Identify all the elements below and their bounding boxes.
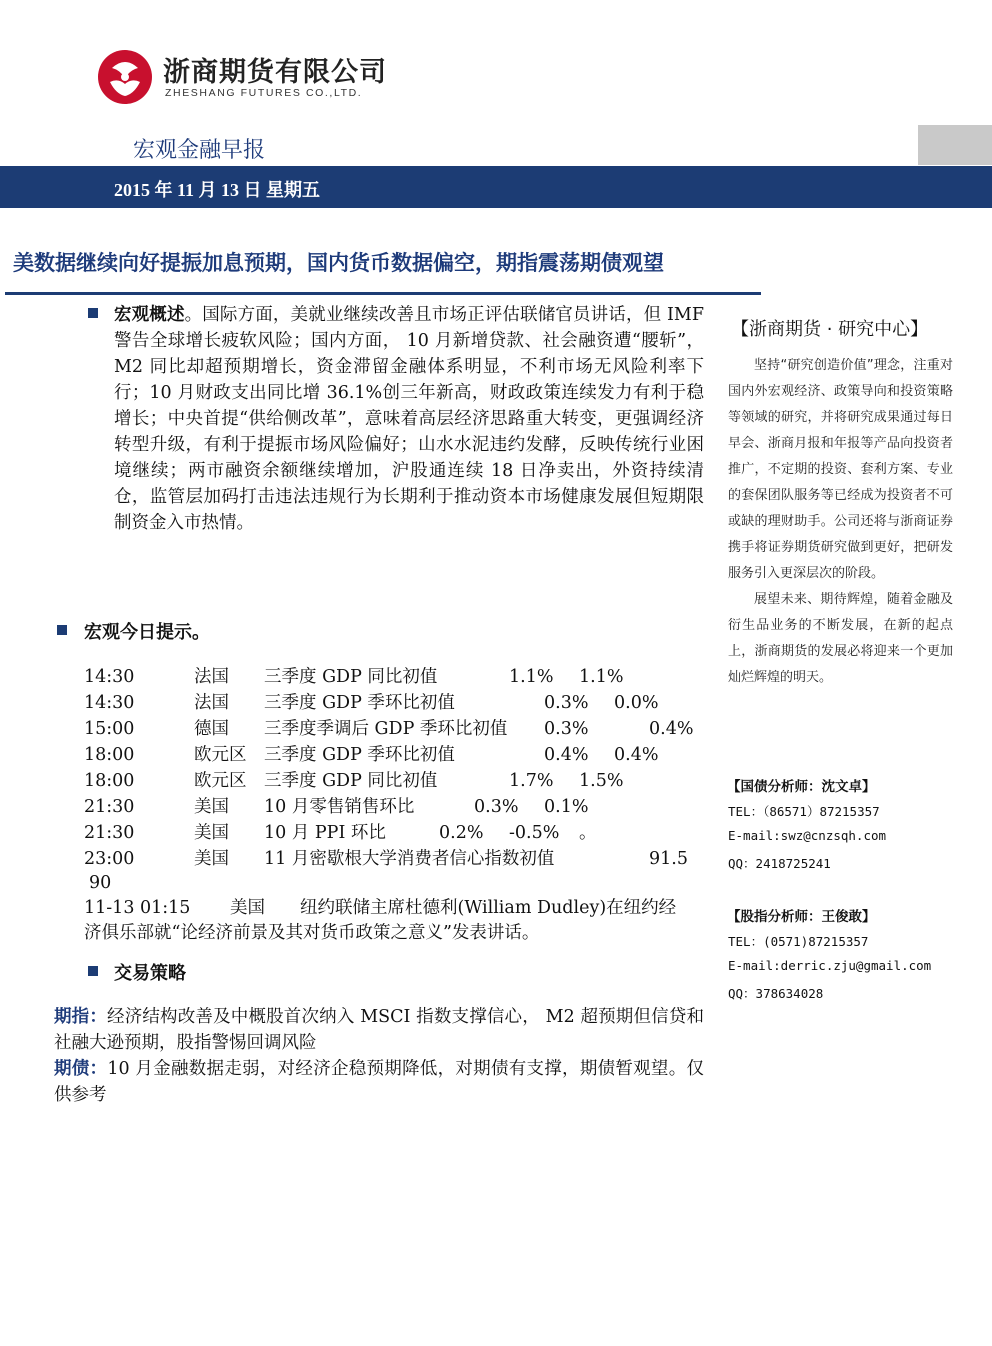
event-tail: 。 bbox=[579, 823, 597, 843]
event-value-1: 0.2% bbox=[439, 823, 484, 843]
header-gray-tab bbox=[918, 125, 992, 165]
event-region: 欧元区 bbox=[194, 745, 247, 765]
event-item: 10 月 PPI 环比 bbox=[264, 823, 386, 843]
event-region: 美国 bbox=[194, 849, 229, 869]
event-item: 三季度 GDP 同比初值 bbox=[264, 667, 438, 687]
event-value-1: 0.3% bbox=[544, 719, 589, 739]
event-time: 21:30 bbox=[84, 823, 135, 843]
event-value-1: 0.3% bbox=[544, 693, 589, 713]
square-bullet-icon bbox=[57, 625, 67, 635]
company-name-cn: 浙商期货有限公司 bbox=[163, 57, 387, 88]
sidebar-paragraph-1: 坚持“研究创造价值”理念，注重对国内外宏观经济、政策导向和投资策略等领域的研究，并将研究成果通过每日早会、浙商月报和年报等产品向投资者推广，不定期的投资、套利方案、专业的套保团队服务等已经成为投资者不可或缺的理财助手。公司还将与浙商证券携手将证券期货研究做到更好，把研发服务引入更深层次的阶段。 bbox=[728, 358, 953, 581]
macro-overview-text: 。国际方面，美就业继续改善且市场正评估联储官员讲话，但 IMF 警告全球增长疲软风险；国内方面， 10 月新增贷款、社会融资遭“腰斩”，M2 同比却超预期增长，资金滞留金融体系明显，不利市场无风险利率下行；10 月财政支出同比增 36.1%创三年新高，财政政策连续发力有利于稳增长；中央首提“供给侧改革”，意味着高层经济思路重大转变，更强调经济转型升级，有利于提振市场风险偏好；山水水泥违约发酵，反映传统行业困境继续；两市融资余额继续增加，沪股通连续 18 日净卖出，外资持续清仓，监管层加码打击违法违规行为长期利于推动资本市场健康发展但短期限制资金入市热情。 bbox=[114, 305, 704, 533]
strategy-bond bbox=[54, 1056, 704, 1108]
event-value-1: 0.4% bbox=[544, 745, 589, 765]
strategy-title: 交易策略 bbox=[114, 963, 186, 984]
event-wrapped-value: 90 bbox=[89, 873, 112, 893]
analyst-2-tel: TEL：(0571)87215357 bbox=[728, 934, 869, 949]
macro-overview-label: 宏观概述 bbox=[114, 305, 185, 325]
event-value-2: 0.0% bbox=[614, 693, 659, 713]
event-value-1: 1.1% bbox=[509, 667, 554, 687]
analyst-1-qq: QQ：2418725241 bbox=[728, 856, 831, 871]
analyst-1-tel: TEL：（86571）87215357 bbox=[728, 804, 880, 819]
analyst-1-email[interactable]: E-mail:swz@cnzsqh.com bbox=[728, 828, 887, 843]
sidebar-paragraph-2: 展望未来、期待辉煌，随着金融及衍生品业务的不断发展，在新的起点上，浙商期货的发展必将迎来一个更加灿烂辉煌的明天。 bbox=[728, 592, 953, 685]
event-time: 18:00 bbox=[84, 771, 135, 791]
today-hints-title: 宏观今日提示。 bbox=[84, 622, 210, 643]
analyst-2-qq: QQ：378634028 bbox=[728, 986, 824, 1001]
event-value-1: 0.3% bbox=[474, 797, 519, 817]
event-item: 10 月零售销售环比 bbox=[264, 797, 415, 817]
event-item: 三季度 GDP 季环比初值 bbox=[264, 745, 455, 765]
headline: 美数据继续向好提振加息预期，国内货币数据偏空，期指震荡期债观望 bbox=[13, 251, 664, 275]
square-bullet-icon bbox=[88, 308, 98, 318]
event-time: 14:30 bbox=[84, 693, 135, 713]
strategy-index-text: 经济结构改善及中概股首次纳入 MSCI 指数支撑信心， M2 超预期但信贷和社融大逊预期，股指警惕回调风险 bbox=[54, 1007, 704, 1053]
analyst-1-title: 【国债分析师：沈文卓】 bbox=[727, 779, 876, 795]
report-name: 宏观金融早报 bbox=[133, 138, 266, 163]
event-item: 三季度 GDP 同比初值 bbox=[264, 771, 438, 791]
event-item: 三季度季调后 GDP 季环比初值 bbox=[264, 719, 508, 739]
event-value-2: 1.1% bbox=[579, 667, 624, 687]
report-date: 2015 年 11 月 13 日 星期五 bbox=[114, 180, 321, 200]
event-time: 14:30 bbox=[84, 667, 135, 687]
event-region: 欧元区 bbox=[194, 771, 247, 791]
square-bullet-icon bbox=[88, 966, 98, 976]
sidebar-title: 【浙商期货 · 研究中心】 bbox=[731, 319, 929, 340]
speech-line-1: 纽约联储主席杜德利(William Dudley)在纽约经 bbox=[300, 898, 677, 918]
event-value-2: 1.5% bbox=[579, 771, 624, 791]
event-item: 11 月密歇根大学消费者信心指数初值 bbox=[264, 849, 555, 869]
sidebar-intro bbox=[728, 353, 953, 691]
event-time: 23:00 bbox=[84, 849, 135, 869]
macro-overview bbox=[114, 302, 704, 536]
event-value-2: 0.4% bbox=[649, 719, 694, 739]
event-region: 德国 bbox=[194, 719, 229, 739]
event-region: 法国 bbox=[194, 693, 229, 713]
event-value-1: 1.7% bbox=[509, 771, 554, 791]
strategy-index-label: 期指： bbox=[54, 1007, 108, 1027]
strategy-bond-label: 期债： bbox=[54, 1059, 108, 1079]
analyst-2-title: 【股指分析师：王俊敢】 bbox=[727, 909, 876, 925]
event-region: 法国 bbox=[194, 667, 229, 687]
event-item: 三季度 GDP 季环比初值 bbox=[264, 693, 455, 713]
analyst-2-email[interactable]: E-mail:derric.zju@gmail.com bbox=[728, 958, 932, 973]
strategy-index bbox=[54, 1004, 704, 1056]
event-time: 18:00 bbox=[84, 745, 135, 765]
speech-line-2: 济俱乐部就“论经济前景及其对货币政策之意义”发表讲话。 bbox=[84, 923, 540, 943]
headline-divider bbox=[5, 292, 761, 295]
event-value-2: -0.5% bbox=[509, 823, 560, 843]
event-time: 21:30 bbox=[84, 797, 135, 817]
event-value-2: 0.1% bbox=[544, 797, 589, 817]
speech-region: 美国 bbox=[230, 898, 265, 918]
company-logo-icon bbox=[96, 48, 154, 106]
event-time: 15:00 bbox=[84, 719, 135, 739]
event-value-1: 91.5 bbox=[649, 849, 688, 869]
speech-time: 11-13 01:15 bbox=[84, 898, 191, 918]
event-region: 美国 bbox=[194, 797, 229, 817]
company-name-en: ZHESHANG FUTURES CO.,LTD. bbox=[165, 87, 363, 99]
event-region: 美国 bbox=[194, 823, 229, 843]
strategy-bond-text: 10 月金融数据走弱，对经济企稳预期降低，对期债有支撑，期债暂观望。仅供参考 bbox=[54, 1059, 704, 1105]
event-value-2: 0.4% bbox=[614, 745, 659, 765]
